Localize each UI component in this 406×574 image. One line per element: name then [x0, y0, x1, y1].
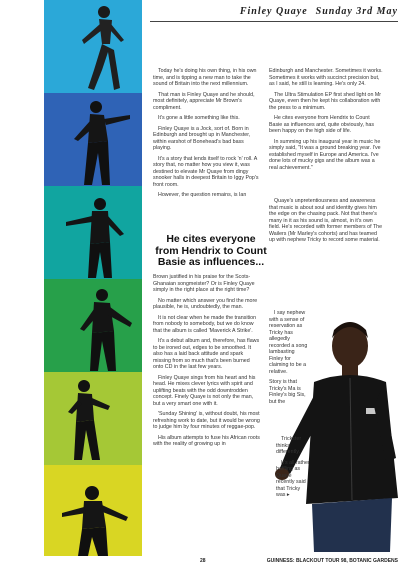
photo-band-2	[44, 93, 142, 186]
paragraph: No matter which answer you find the more plausible, he is, undoubtedly, the man.	[153, 297, 258, 310]
paragraph: The Ultra Stimulation EP first shed light on Mr Quaye, even then he kept his collaboration with the press to a minimum.	[269, 91, 382, 111]
paragraph: That man is Finley Quaye and he should, most definitely, appreciate Mr Brown's compliment.	[153, 91, 255, 111]
dancer-silhouette-2	[44, 93, 142, 186]
page-footer	[150, 558, 398, 568]
article-column-1	[153, 68, 260, 203]
paragraph: In summing up his inaugural year in music he simply said, "It was a ground breaking year. I've established myself in Europe and America. I've done lots of mucky gigs and the album was a real achievement."	[269, 138, 381, 171]
photo-band-1	[44, 0, 142, 93]
photo-band-6	[44, 465, 142, 556]
footer-publication: GUINNESS: BLACKOUT TOUR 98, BOTANIC GARDENS	[266, 558, 398, 564]
header-name: Finley Quaye	[239, 6, 308, 17]
paragraph: It's a debut album and, therefore, has flaws to be ironed out, edges to be smoothed. It also has a laid back attitude and spark missing from so much that's been burned onto CD in the last few years.	[153, 338, 260, 370]
dancer-silhouette-6	[44, 465, 142, 556]
dancer-silhouette-5	[44, 372, 142, 465]
paragraph: However, the question remains, is Ian	[158, 192, 247, 198]
dancer-silhouette-4	[44, 279, 142, 372]
paragraph: Trickster thinks differently.	[276, 436, 302, 455]
paragraph: Story is that Tricky's Ma is Finley's big Sis, but the	[269, 379, 306, 405]
paragraph: He cites everyone from Hendrix to Count Basie as influences and, quite obviously, has been happy on the high side of life.	[269, 115, 375, 134]
article-column-2b	[269, 198, 383, 248]
paragraph: 'Sunday Shining' is, without doubt, his most refreshing work to date, but it would be wrong to judge him by four minutes of reggae-pop.	[153, 411, 260, 430]
article-column-2d	[276, 436, 310, 503]
dancer-silhouette-1	[44, 0, 142, 93]
paragraph: It's gone a little something like this.	[158, 115, 240, 121]
article-column-2	[269, 68, 383, 175]
paragraph: It's a story that lends itself to rock 'n' roll. A story that, no matter how you view it, was destined to elevate Mr Quaye from dingy snooker halls in deepest Britain to Iggy Pop's front room.	[153, 155, 259, 188]
dancer-silhouette-3	[44, 186, 142, 279]
paragraph: Quaye's unpretentiousness and awareness that music is about soul and identity gives him the edge on the chasing pack. Not that there's many in it as his sound is, almost, in it's own field. He's recorded with former members of The Wailers (Mr Marley's cohorts) and has teamed up with nephew Tricky to record some material.	[269, 198, 383, 243]
photo-band-3	[44, 186, 142, 279]
header-date: Sunday 3rd May	[315, 6, 398, 17]
article-column-1b	[153, 274, 260, 452]
article-column-2c	[269, 310, 309, 409]
header-rule	[150, 21, 398, 22]
paragraph: It's all rather baffling as Quaye recently said that Tricky was ▸	[276, 459, 310, 498]
paragraph: Edinburgh and Manchester. Sometimes it works. Sometimes it works with succinct precision but, as I said, he still is learning. He's only 24.	[269, 68, 383, 87]
paragraph: Finley Quaye sings from his heart and his head. He mixes clever lyrics with spirit and uplifting beats with the odd downtrodden concept. Finely Quaye is not only the man, but a very smart one with it.	[153, 374, 256, 407]
paragraph: Today he's doing his own thing, in his own time, and is tipping a new man to take the sound of Britain into the next millennium.	[153, 68, 257, 87]
paragraph: It is not clear when he made the transition from nobody to somebody, but we do know that the album is called 'Maverick A Strike'.	[153, 314, 257, 334]
paragraph: I say nephew with a sense of reservation as Tricky has allegedly recorded a song lambasting Finley for claiming to be a relative.	[269, 310, 308, 375]
paragraph: His album attempts to fuse his African roots with the reality of growing up in	[153, 434, 260, 447]
paragraph: Brown justified in his praise for the Scots-Ghanaian songmeister? Or is Finley Quaye simply in the right place at the right time?	[153, 274, 255, 293]
paragraph: Finley Quaye is a Jock, sort of. Born in Edinburgh and brought up in Manchester, within earshot of Bonehead's bad bass playing.	[153, 125, 251, 151]
photo-band-5	[44, 372, 142, 465]
page-number: 28	[200, 558, 206, 564]
photo-band-4	[44, 279, 142, 372]
pull-quote: He cites everyone from Hendrix to Count Basie as influences...	[155, 233, 267, 268]
photo-strip	[44, 0, 142, 556]
page-header	[150, 6, 398, 20]
